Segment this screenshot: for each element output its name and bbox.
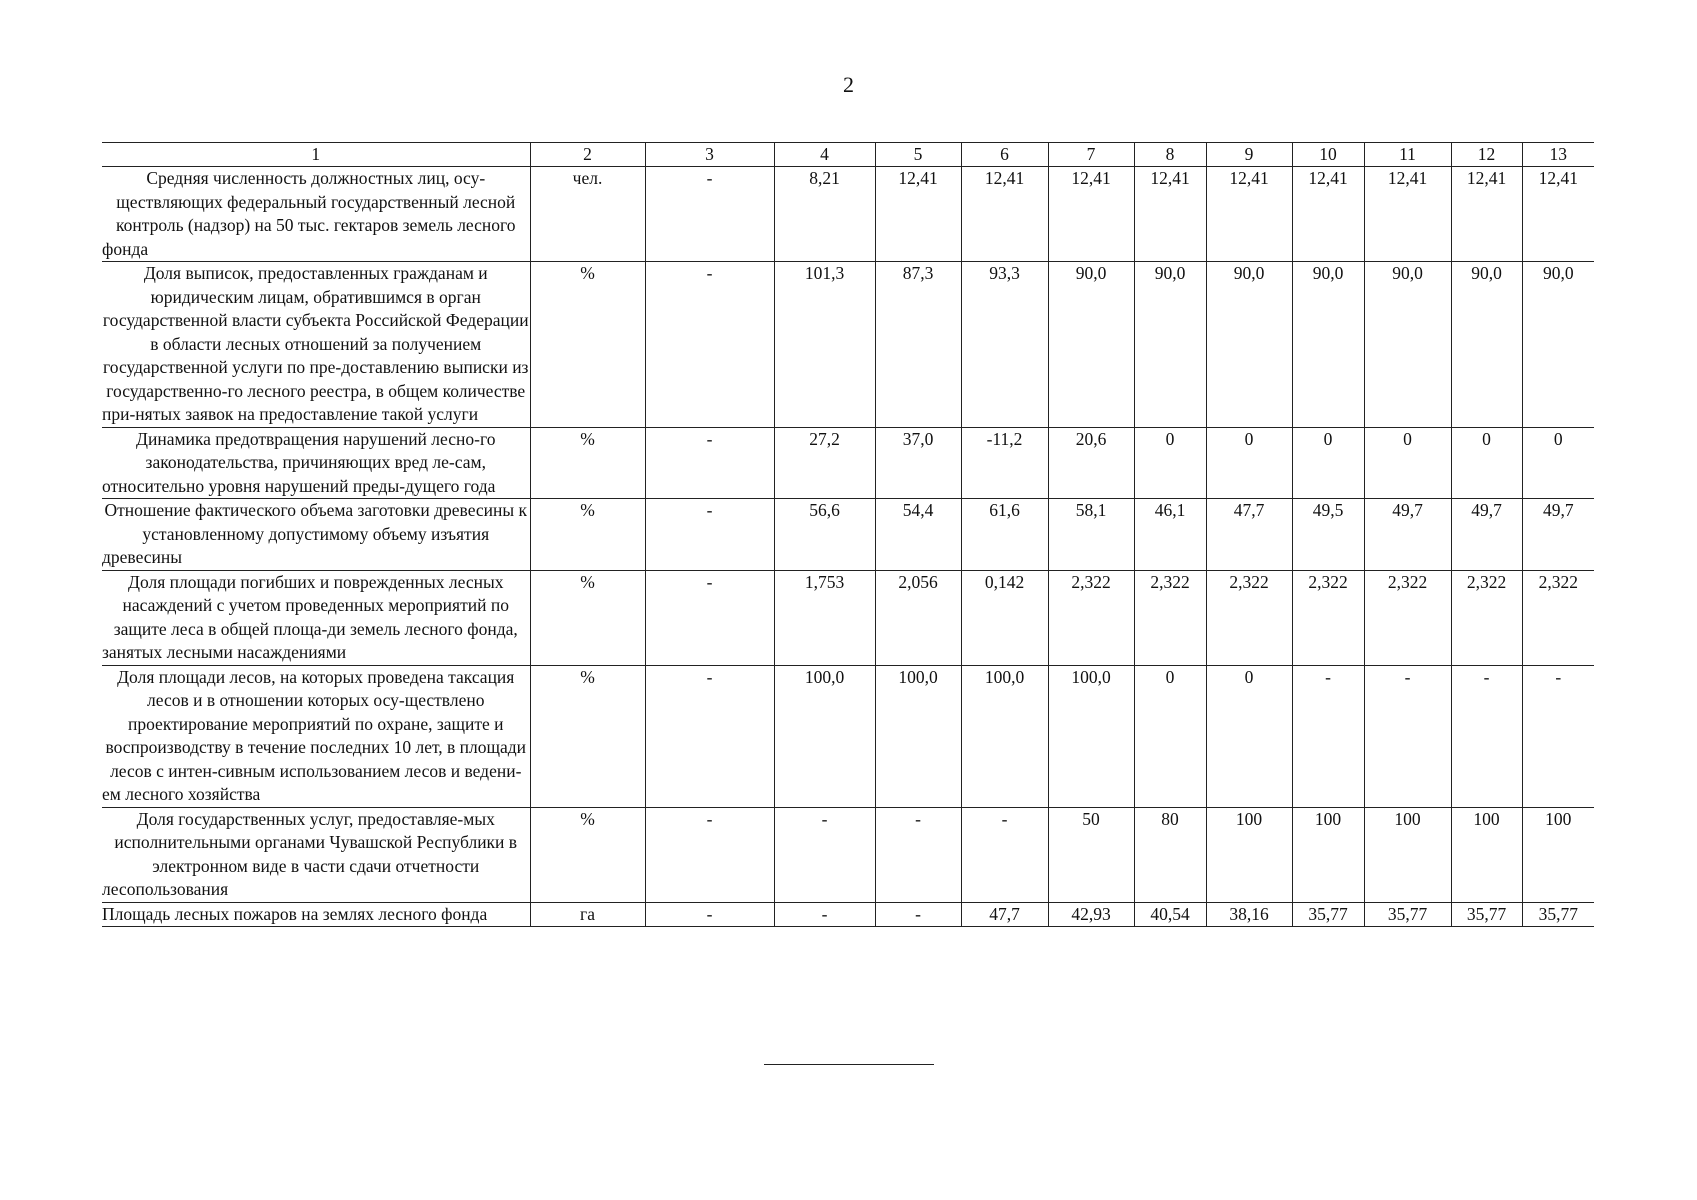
value-cell: 38,16	[1206, 902, 1292, 927]
column-header: 2	[530, 143, 645, 167]
value-cell: 12,41	[1292, 167, 1364, 262]
value-cell: 2,322	[1451, 570, 1522, 665]
value-cell: 42,93	[1048, 902, 1134, 927]
column-header: 13	[1522, 143, 1594, 167]
table-row	[102, 262, 1594, 428]
unit-cell: %	[530, 570, 645, 665]
table-row	[102, 570, 1594, 665]
indicator-description: Доля государственных услуг, предоставляе-мых исполнительными органами Чувашской Республики в электронном виде в части сдачи отчетности лесопользования	[102, 807, 530, 902]
unit-cell: %	[530, 807, 645, 902]
value-cell: -	[961, 807, 1048, 902]
unit-cell: га	[530, 902, 645, 927]
value-cell: 46,1	[1134, 499, 1206, 571]
value-cell: 1,753	[774, 570, 875, 665]
table-row	[102, 665, 1594, 807]
value-cell: 0	[1206, 427, 1292, 499]
column-header: 1	[102, 143, 530, 167]
column-header: 4	[774, 143, 875, 167]
value-cell: 12,41	[1522, 167, 1594, 262]
table-row	[102, 807, 1594, 902]
value-cell: 35,77	[1292, 902, 1364, 927]
value-cell: 100	[1206, 807, 1292, 902]
indicator-description: Площадь лесных пожаров на землях лесного фонда	[102, 902, 530, 927]
value-cell: 100,0	[774, 665, 875, 807]
base-value-cell: -	[645, 167, 774, 262]
value-cell: 2,322	[1292, 570, 1364, 665]
value-cell: -	[1451, 665, 1522, 807]
page-number: 2	[843, 72, 854, 97]
table-row	[102, 902, 1594, 927]
value-cell: 12,41	[1364, 167, 1451, 262]
value-cell: 0	[1364, 427, 1451, 499]
value-cell: 90,0	[1364, 262, 1451, 428]
value-cell: 61,6	[961, 499, 1048, 571]
value-cell: 2,322	[1364, 570, 1451, 665]
value-cell: 100	[1364, 807, 1451, 902]
value-cell: 12,41	[1048, 167, 1134, 262]
indicator-description: Отношение фактического объема заготовки древесины к установленному допустимому объему изъятия древесины	[102, 499, 530, 571]
value-cell: 2,322	[1206, 570, 1292, 665]
value-cell: 0,142	[961, 570, 1048, 665]
indicator-description: Доля площади погибших и поврежденных лесных насаждений с учетом проведенных мероприятий по защите леса в общей площа-ди земель лесного фонда, занятых лесными насаждениями	[102, 570, 530, 665]
value-cell: 2,322	[1522, 570, 1594, 665]
base-value-cell: -	[645, 570, 774, 665]
value-cell: 0	[1522, 427, 1594, 499]
value-cell: 87,3	[875, 262, 961, 428]
base-value-cell: -	[645, 902, 774, 927]
value-cell: 47,7	[1206, 499, 1292, 571]
value-cell: 90,0	[1048, 262, 1134, 428]
value-cell: 20,6	[1048, 427, 1134, 499]
column-header: 11	[1364, 143, 1451, 167]
column-header: 9	[1206, 143, 1292, 167]
base-value-cell: -	[645, 665, 774, 807]
indicator-description: Средняя численность должностных лиц, осу-ществляющих федеральный государственный лесной контроль (надзор) на 50 тыс. гектаров земель лесного фонда	[102, 167, 530, 262]
unit-cell: %	[530, 262, 645, 428]
value-cell: 50	[1048, 807, 1134, 902]
column-header: 6	[961, 143, 1048, 167]
footer-divider	[764, 1064, 934, 1065]
column-header: 3	[645, 143, 774, 167]
value-cell: -	[875, 807, 961, 902]
column-header: 10	[1292, 143, 1364, 167]
table-row	[102, 499, 1594, 571]
base-value-cell: -	[645, 807, 774, 902]
unit-cell: %	[530, 427, 645, 499]
value-cell: 12,41	[1134, 167, 1206, 262]
value-cell: 12,41	[1206, 167, 1292, 262]
header-row	[102, 143, 1594, 167]
column-header: 8	[1134, 143, 1206, 167]
value-cell: 35,77	[1522, 902, 1594, 927]
indicators-table	[102, 142, 1594, 927]
value-cell: 35,77	[1364, 902, 1451, 927]
column-header: 7	[1048, 143, 1134, 167]
value-cell: 49,7	[1451, 499, 1522, 571]
unit-cell: %	[530, 499, 645, 571]
value-cell: 0	[1292, 427, 1364, 499]
unit-cell: чел.	[530, 167, 645, 262]
value-cell: -	[875, 902, 961, 927]
value-cell: 12,41	[961, 167, 1048, 262]
value-cell: 49,5	[1292, 499, 1364, 571]
base-value-cell: -	[645, 427, 774, 499]
value-cell: 35,77	[1451, 902, 1522, 927]
value-cell: 8,21	[774, 167, 875, 262]
column-header: 5	[875, 143, 961, 167]
value-cell: 12,41	[1451, 167, 1522, 262]
value-cell: 2,322	[1048, 570, 1134, 665]
table-row	[102, 427, 1594, 499]
value-cell: 90,0	[1522, 262, 1594, 428]
value-cell: -	[1292, 665, 1364, 807]
value-cell: 2,322	[1134, 570, 1206, 665]
value-cell: 0	[1134, 427, 1206, 499]
value-cell: 0	[1451, 427, 1522, 499]
value-cell: 80	[1134, 807, 1206, 902]
base-value-cell: -	[645, 262, 774, 428]
value-cell: 90,0	[1451, 262, 1522, 428]
value-cell: 27,2	[774, 427, 875, 499]
value-cell: 100,0	[1048, 665, 1134, 807]
value-cell: 90,0	[1206, 262, 1292, 428]
value-cell: 90,0	[1292, 262, 1364, 428]
value-cell: 37,0	[875, 427, 961, 499]
value-cell: 0	[1134, 665, 1206, 807]
value-cell: 58,1	[1048, 499, 1134, 571]
table-row	[102, 167, 1594, 262]
value-cell: 100,0	[961, 665, 1048, 807]
value-cell: 2,056	[875, 570, 961, 665]
value-cell: -	[774, 902, 875, 927]
value-cell: 49,7	[1522, 499, 1594, 571]
indicator-description: Динамика предотвращения нарушений лесно-го законодательства, причиняющих вред ле-сам, относительно уровня нарушений преды-дущего года	[102, 427, 530, 499]
value-cell: 0	[1206, 665, 1292, 807]
value-cell: 100,0	[875, 665, 961, 807]
value-cell: 90,0	[1134, 262, 1206, 428]
value-cell: -	[1364, 665, 1451, 807]
value-cell: 40,54	[1134, 902, 1206, 927]
column-header: 12	[1451, 143, 1522, 167]
value-cell: 101,3	[774, 262, 875, 428]
value-cell: -11,2	[961, 427, 1048, 499]
indicator-description: Доля выписок, предоставленных гражданам и юридическим лицам, обратившимся в орган государственной власти субъекта Российской Федерации в области лесных отношений за получением государственной услуги по пре-доставлению выписки из государственно-го лесного реестра, в общем количестве при-нятых заявок на предоставление такой услуги	[102, 262, 530, 428]
value-cell: 12,41	[875, 167, 961, 262]
value-cell: 56,6	[774, 499, 875, 571]
value-cell: 54,4	[875, 499, 961, 571]
value-cell: 93,3	[961, 262, 1048, 428]
value-cell: 47,7	[961, 902, 1048, 927]
value-cell: 100	[1451, 807, 1522, 902]
value-cell: -	[1522, 665, 1594, 807]
indicator-description: Доля площади лесов, на которых проведена таксация лесов и в отношении которых осу-ществлено проектирование мероприятий по охране, защите и воспроизводству в течение последних 10 лет, в площади лесов с интен-сивным использованием лесов и ведени-ем лесного хозяйства	[102, 665, 530, 807]
value-cell: 49,7	[1364, 499, 1451, 571]
value-cell: 100	[1292, 807, 1364, 902]
unit-cell: %	[530, 665, 645, 807]
value-cell: -	[774, 807, 875, 902]
base-value-cell: -	[645, 499, 774, 571]
value-cell: 100	[1522, 807, 1594, 902]
